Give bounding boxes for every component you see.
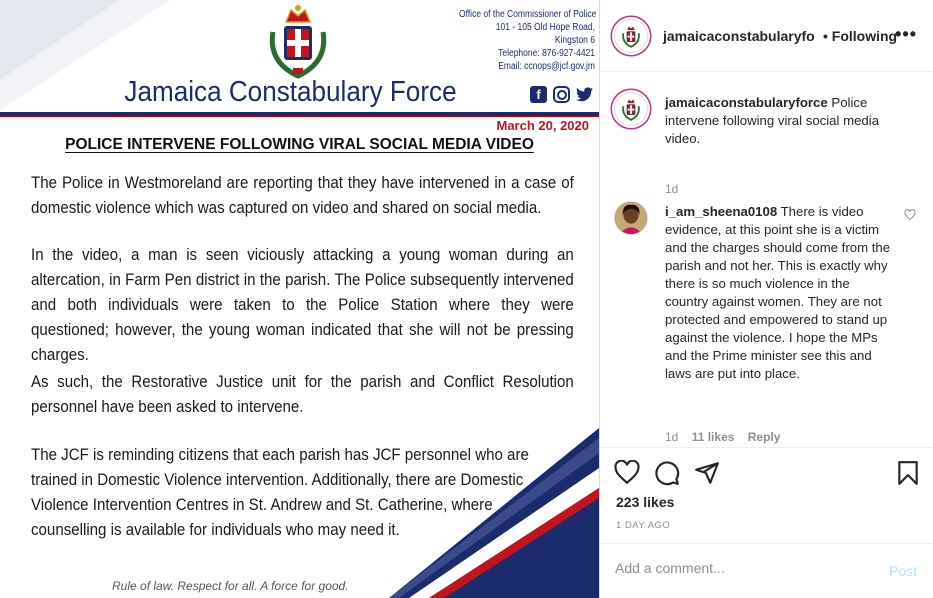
post-header xyxy=(600,0,933,72)
following-status[interactable]: • Following xyxy=(823,28,898,44)
comments-list[interactable] xyxy=(600,73,933,447)
press-headline: POLICE INTERVENE FOLLOWING VIRAL SOCIAL MEDIA VIDEO xyxy=(65,136,534,153)
post-actions xyxy=(600,447,933,543)
user-photo-icon xyxy=(615,201,647,235)
comment-like-heart-icon[interactable] xyxy=(904,209,916,221)
comment-icon[interactable] xyxy=(654,460,680,486)
comment-likes[interactable]: 11 likes xyxy=(691,430,735,444)
avatar[interactable] xyxy=(614,92,648,126)
header-username[interactable]: jamaicaconstabularyfo xyxy=(663,28,815,44)
comment-meta xyxy=(665,182,678,196)
comment-time[interactable]: 1d xyxy=(665,430,679,444)
office-line: 101 - 105 Old Hope Road, xyxy=(495,22,595,33)
heart-icon[interactable] xyxy=(614,460,640,486)
office-info xyxy=(459,8,595,73)
post-sidebar xyxy=(599,0,933,598)
jcf-crest-icon xyxy=(263,2,333,80)
jcf-motto: Rule of law. Respect for all. A force for good. xyxy=(112,579,349,593)
twitter-icon xyxy=(576,86,593,103)
comment-text xyxy=(665,94,905,148)
comment-time[interactable]: 1d xyxy=(665,182,679,196)
comment-username[interactable]: jamaicaconstabularyforce xyxy=(665,95,828,110)
letterhead-divider xyxy=(0,116,599,117)
social-icons xyxy=(530,86,593,103)
comment-meta xyxy=(665,430,780,444)
reply-button[interactable]: Reply xyxy=(747,430,781,444)
add-comment-bar xyxy=(600,543,933,598)
office-line: Telephone: 876-927-4421 xyxy=(498,48,595,59)
avatar[interactable] xyxy=(614,19,648,53)
press-paragraph: The Police in Westmoreland are reporting that they have intervened in a case of domestic violence which was captured on video and shared on social media. xyxy=(31,174,574,217)
office-line: Email: ccnops@jcf.gov.jm xyxy=(498,61,595,72)
office-line: Office of the Commissioner of Police xyxy=(459,9,597,20)
avatar[interactable] xyxy=(614,201,648,235)
facebook-icon: f xyxy=(530,86,547,103)
press-paragraph: As such, the Restorative Justice unit for the parish and Conflict Resolution personnel have been asked to intervene. xyxy=(31,373,574,416)
jcf-crest-icon xyxy=(620,24,642,48)
press-paragraph: In the video, a man is seen viciously attacking a young woman during an altercation, in Farm Pen district in the parish. The Police subsequently intervened and both individuals were taken to the Police Station where they were questioned; however, the young woman indicated that she will not be pressing charges. xyxy=(31,246,574,364)
instagram-icon xyxy=(553,86,570,103)
post-timestamp[interactable]: 1 DAY AGO xyxy=(616,520,671,531)
more-dots-icon[interactable]: ••• xyxy=(895,24,917,44)
press-date: March 20, 2020 xyxy=(496,118,589,133)
likes-count[interactable]: 223 likes xyxy=(616,494,675,510)
comment-content: There is video evidence, at this point she is a victim and the charges should come from the parish and not her. This is exactly why there is so much violence in the country against women. They are not protected and empowered to stand up against the violence. I hope the MPs and the Prime minister see this and laws are put into place. xyxy=(665,204,891,381)
jcf-crest-icon xyxy=(620,97,642,121)
comment-username[interactable]: i_am_sheena0108 xyxy=(665,204,778,219)
share-icon[interactable] xyxy=(694,460,720,486)
office-line: Kingston 6 xyxy=(554,35,595,46)
organization-name: Jamaica Constabulary Force xyxy=(124,76,457,108)
comment-text xyxy=(665,203,895,383)
bookmark-icon[interactable] xyxy=(895,460,921,486)
press-paragraph: The JCF is reminding citizens that each parish has JCF personnel who are trained in Domestic Violence intervention. Additionally, there are Domestic Violence Intervention Centres in St. Andrew and St. Catherine, where counselling is available for individuals who may need it. xyxy=(31,446,529,539)
comment-content: Police intervene following viral social media video. xyxy=(665,95,880,146)
post-comment-button[interactable]: Post xyxy=(888,563,917,579)
comment-input[interactable] xyxy=(615,560,875,576)
